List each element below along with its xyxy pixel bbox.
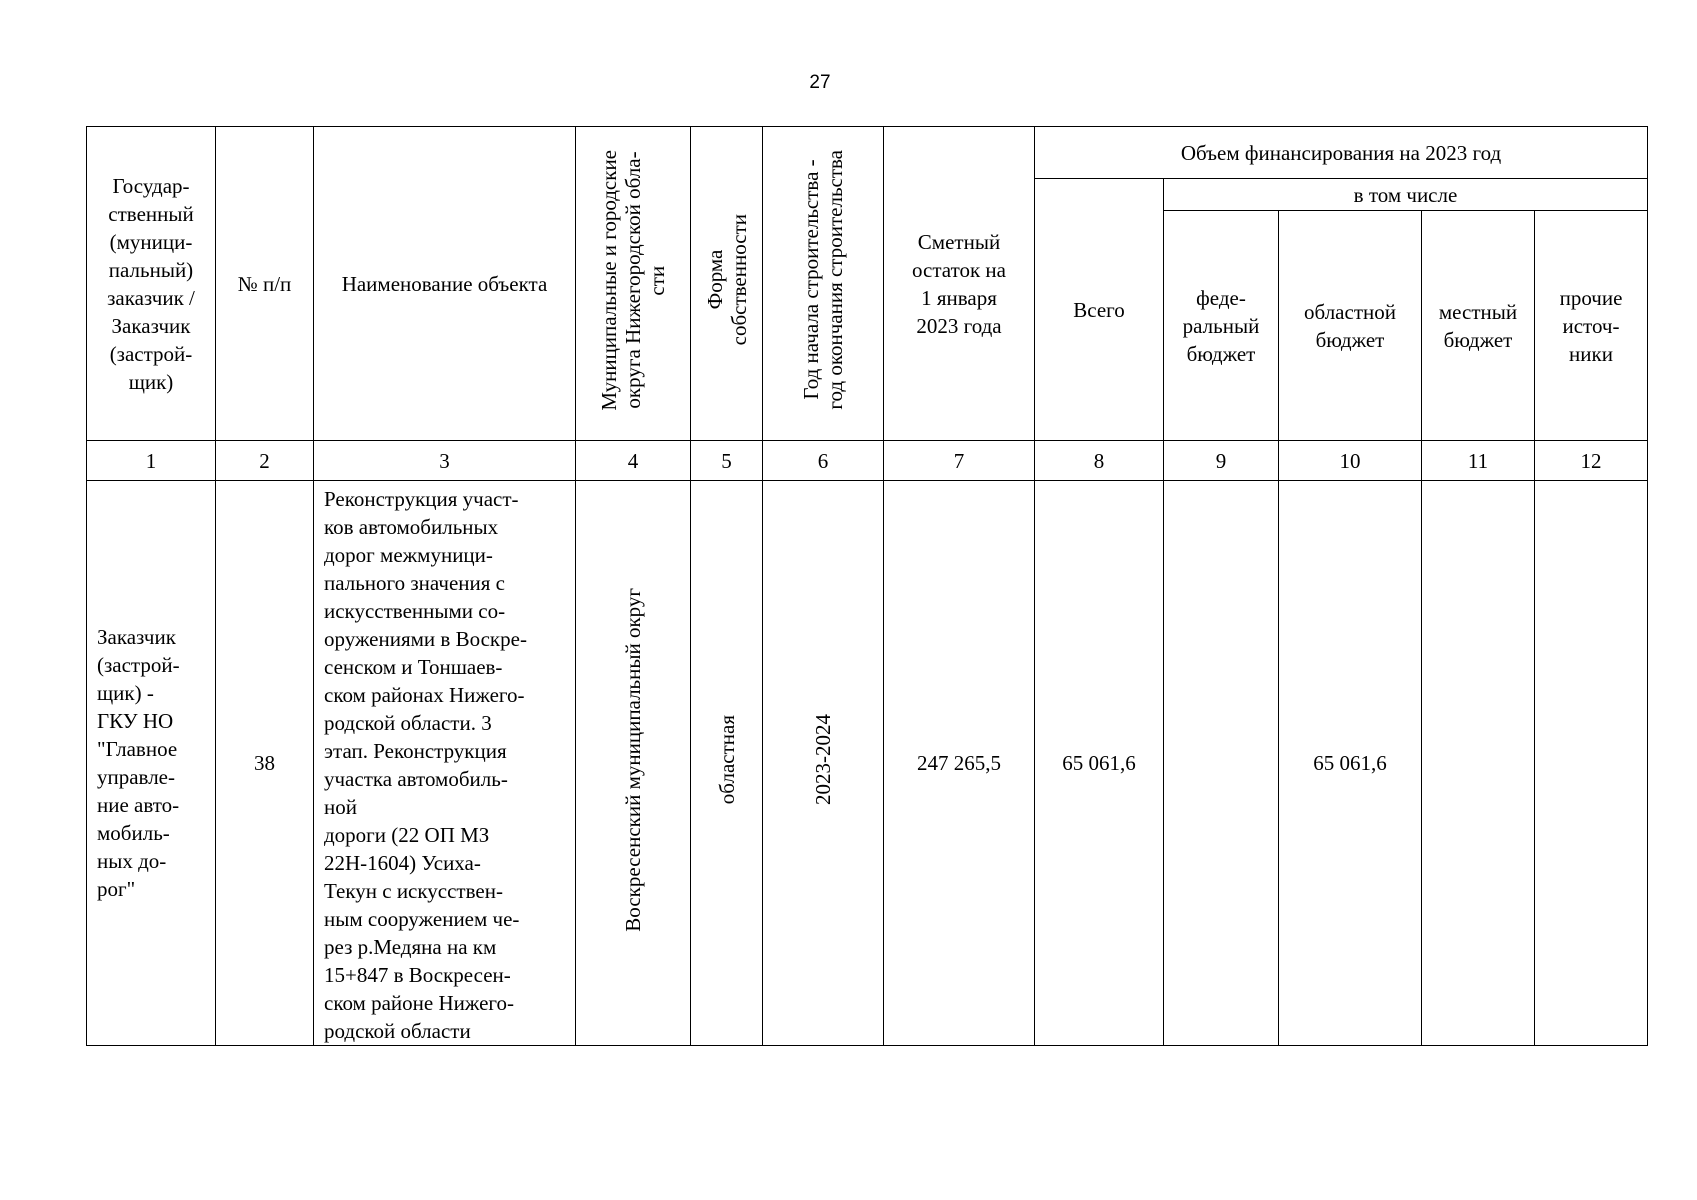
header-object-name-text: Наименование объекта (341, 271, 548, 296)
header-funding-title-text: Объем финансирования на 2023 год (1180, 140, 1502, 165)
row-years (763, 481, 884, 1046)
row-years-text: 2023-2024 (811, 714, 835, 805)
header-federal (1164, 211, 1279, 441)
header-funding-title (1035, 127, 1648, 179)
header-num-text: № п/п (237, 271, 292, 296)
header-ownership-text: Форма собственности (702, 214, 751, 346)
financing-table (86, 126, 1648, 1046)
column-number: 8 (1035, 441, 1164, 481)
row-ownership-text: областная (714, 714, 739, 805)
row-local (1422, 481, 1535, 1046)
row-object-name-text: Реконструкция участ- ков автомобильных дорог межмуници- пального значения с искусственными со- оружениями в Воскре- сенском и Тоншаев- ском районах Нижего- родской области. 3 этап. Реконструкция участка автомобиль- ной дороги (22 ОП МЗ 22Н-1604) Усиха- Текун с искусствен- ным сооружением че- рез р.Медяна на км 15+847 в Воскресен- ском районе Нижего- родской области (324, 487, 527, 1043)
header-including (1164, 179, 1648, 211)
header-estimate-text: Сметный остаток на 1 января 2023 года (912, 229, 1006, 338)
row-customer-text: Заказчик (застрой- щик) - ГКУ НО "Главное управле- ние авто- мобиль- ных до- рог" (97, 625, 180, 901)
header-local-text: местный бюджет (1438, 299, 1518, 352)
header-other (1535, 211, 1648, 441)
header-customer-text: Государ- ственный (муници- пальный) заказчик / Заказчик (застрой- щик) (107, 173, 195, 394)
row-num: 38 (216, 481, 314, 1046)
row-district (576, 481, 691, 1046)
row-district-text: Воскресенский муниципальный округ (621, 587, 645, 932)
row-estimate: 247 265,5 (884, 481, 1035, 1046)
row-federal (1164, 481, 1279, 1046)
page-number: 27 (809, 72, 831, 93)
column-numbers-row (87, 441, 1648, 481)
row-customer (87, 481, 216, 1046)
row-ownership (691, 481, 763, 1046)
column-number: 6 (763, 441, 884, 481)
column-number: 3 (314, 441, 576, 481)
header-federal-text: феде- ральный бюджет (1182, 285, 1260, 366)
header-years-text: Год начала строительства - год окончания строительства (799, 150, 847, 410)
table-row (87, 481, 1648, 1046)
row-total: 65 061,6 (1035, 481, 1164, 1046)
header-total-text: Всего (1073, 297, 1125, 322)
column-number: 11 (1422, 441, 1535, 481)
column-number: 5 (691, 441, 763, 481)
header-num (216, 127, 314, 441)
header-regional (1279, 211, 1422, 441)
column-number: 2 (216, 441, 314, 481)
column-number: 10 (1279, 441, 1422, 481)
column-number: 7 (884, 441, 1035, 481)
column-number: 9 (1164, 441, 1279, 481)
column-number: 1 (87, 441, 216, 481)
row-other (1535, 481, 1648, 1046)
column-number: 12 (1535, 441, 1648, 481)
row-object-name (314, 481, 576, 1046)
header-customer (87, 127, 216, 441)
header-other-text: прочие источ- ники (1559, 285, 1623, 366)
header-ownership (691, 127, 763, 441)
header-districts (576, 127, 691, 441)
header-including-text: в том числе (1353, 182, 1458, 207)
header-local (1422, 211, 1535, 441)
header-regional-text: областной бюджет (1304, 299, 1396, 352)
header-total (1035, 179, 1164, 441)
header-estimate (884, 127, 1035, 441)
header-districts-text: Муниципальные и городские округа Нижегородской обла- сти (597, 149, 669, 411)
row-regional: 65 061,6 (1279, 481, 1422, 1046)
header-object-name (314, 127, 576, 441)
header-years (763, 127, 884, 441)
column-number: 4 (576, 441, 691, 481)
